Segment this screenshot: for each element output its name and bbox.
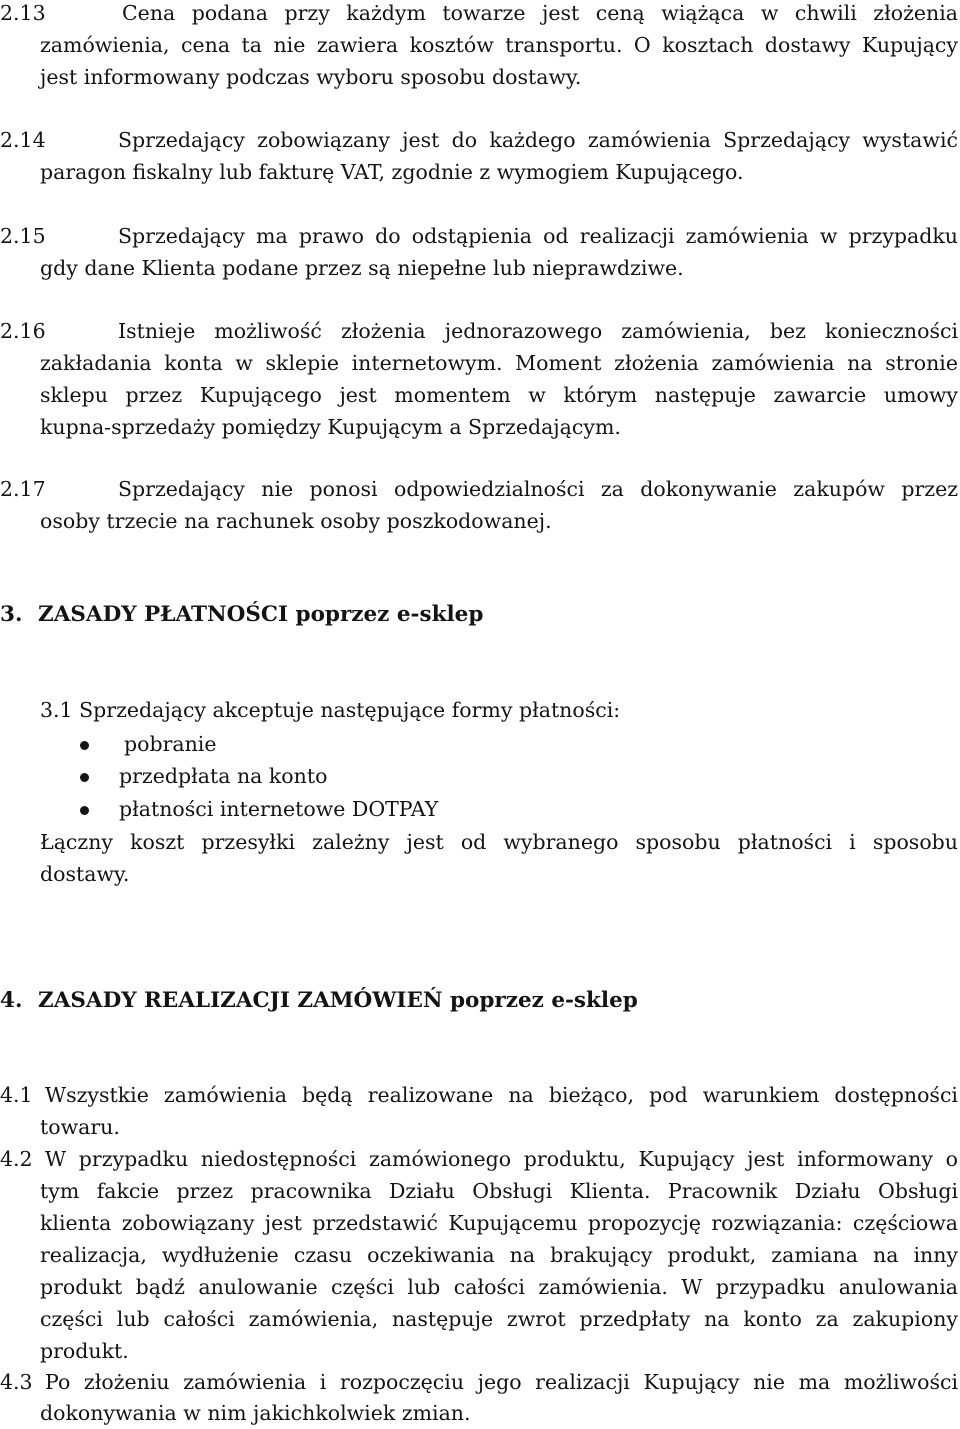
section-text: Po złożeniu zamówienia i rozpoczęciu jego realizacji Kupujący nie ma możliwości xyxy=(45,1370,958,1394)
heading-title: ZASADY REALIZACJI ZAMÓWIEŃ poprzez e-sklep xyxy=(38,988,638,1013)
bullet-icon xyxy=(80,741,89,750)
bullet-icon xyxy=(80,773,89,782)
section-heading-4 xyxy=(0,984,638,1018)
section-2-13-line-3: jest informowany podczas wyboru sposobu dostawy. xyxy=(40,65,582,89)
section-text: Istnieje możliwość złożenia jednorazowego zamówienia, bez konieczności xyxy=(118,319,958,343)
section-number: 2.14 xyxy=(0,128,46,152)
section-2-13-line-1 xyxy=(0,0,960,29)
section-text: Sprzedający zobowiązany jest do każdego zamówienia Sprzedający wystawić xyxy=(118,128,958,152)
section-4-1-line-1 xyxy=(0,1079,960,1111)
section-number: 2.13 xyxy=(0,1,46,25)
section-4-3-line-1 xyxy=(0,1366,960,1398)
section-2-17-line-1 xyxy=(0,473,960,505)
section-4-2-line-1 xyxy=(0,1143,960,1175)
section-number: 2.15 xyxy=(0,224,46,248)
section-text: W przypadku niedostępności zamówionego produktu, Kupujący jest informowany o xyxy=(45,1147,958,1171)
section-number: 4.2 xyxy=(0,1147,33,1171)
section-number: 4.3 xyxy=(0,1370,33,1394)
section-number: 2.16 xyxy=(0,319,46,343)
section-4-2-line-5: produkt bądź anulowanie części lub całości zamówienia. W przypadku anulowania xyxy=(40,1275,958,1299)
section-4-1-line-2: towaru. xyxy=(40,1115,120,1139)
section-3-1-after-line-1: Łączny koszt przesyłki zależny jest od wybranego sposobu płatności i sposobu xyxy=(40,830,958,854)
section-4-2-line-3: klienta zobowiązany jest przedstawić Kupującemu propozycję rozwiązania: częściowa xyxy=(40,1211,958,1235)
section-4-2-line-7: produkt. xyxy=(40,1339,129,1363)
section-heading-3 xyxy=(0,598,483,632)
heading-number: 4. xyxy=(0,988,23,1013)
section-3-1-intro: 3.1 Sprzedający akceptuje następujące formy płatności: xyxy=(40,698,621,722)
list-item: płatności internetowe DOTPAY xyxy=(119,797,439,821)
section-3-1-after-line-2: dostawy. xyxy=(40,862,130,886)
section-4-2-line-4: realizacja, wydłużenie czasu oczekiwania na brakujący produkt, zamiana na inny xyxy=(40,1243,958,1267)
section-text: Wszystkie zamówienia będą realizowane na bieżąco, pod warunkiem dostępności xyxy=(45,1083,958,1107)
section-2-16-line-3: sklepu przez Kupującego jest momentem w którym następuje zawarcie umowy xyxy=(40,383,958,407)
section-2-16-line-2: zakładania konta w sklepie internetowym. Moment złożenia zamówienia na stronie xyxy=(40,351,958,375)
section-number: 2.17 xyxy=(0,477,46,501)
section-2-16-line-1 xyxy=(0,315,960,347)
section-2-14-line-1 xyxy=(0,124,960,156)
list-item: pobranie xyxy=(124,732,217,756)
section-2-17-line-2: osoby trzecie na rachunek osoby poszkodowanej. xyxy=(40,509,552,533)
section-2-16-line-4: kupna-sprzedaży pomiędzy Kupującym a Sprzedającym. xyxy=(40,415,621,439)
heading-title: ZASADY PŁATNOŚCI poprzez e-sklep xyxy=(38,602,484,627)
bullet-icon xyxy=(80,806,89,815)
section-2-14-line-2: paragon fiskalny lub fakturę VAT, zgodnie z wymogiem Kupującego. xyxy=(40,160,744,184)
section-2-15-line-1 xyxy=(0,220,960,252)
section-2-13-line-2: zamówienia, cena ta nie zawiera kosztów transportu. O kosztach dostawy Kupujący xyxy=(40,33,958,57)
list-item: przedpłata na konto xyxy=(119,764,328,788)
section-2-15-line-2: gdy dane Klienta podane przez są niepełne lub nieprawdziwe. xyxy=(40,256,684,280)
section-text: Sprzedający ma prawo do odstąpienia od realizacji zamówienia w przypadku xyxy=(118,224,958,248)
section-number: 4.1 xyxy=(0,1083,33,1107)
section-text: Cena podana przy każdym towarze jest ceną wiążąca w chwili złożenia xyxy=(122,1,958,25)
section-4-2-line-6: części lub całości zamówienia, następuje zwrot przedpłaty na konto za zakupiony xyxy=(40,1307,958,1331)
section-4-3-line-2: dokonywania w nim jakichkolwiek zmian. xyxy=(40,1401,471,1425)
section-text: Sprzedający nie ponosi odpowiedzialności za dokonywanie zakupów przez xyxy=(118,477,958,501)
heading-number: 3. xyxy=(0,602,23,627)
section-4-2-line-2: tym fakcie przez pracownika Działu Obsługi Klienta. Pracownik Działu Obsługi xyxy=(40,1179,958,1203)
